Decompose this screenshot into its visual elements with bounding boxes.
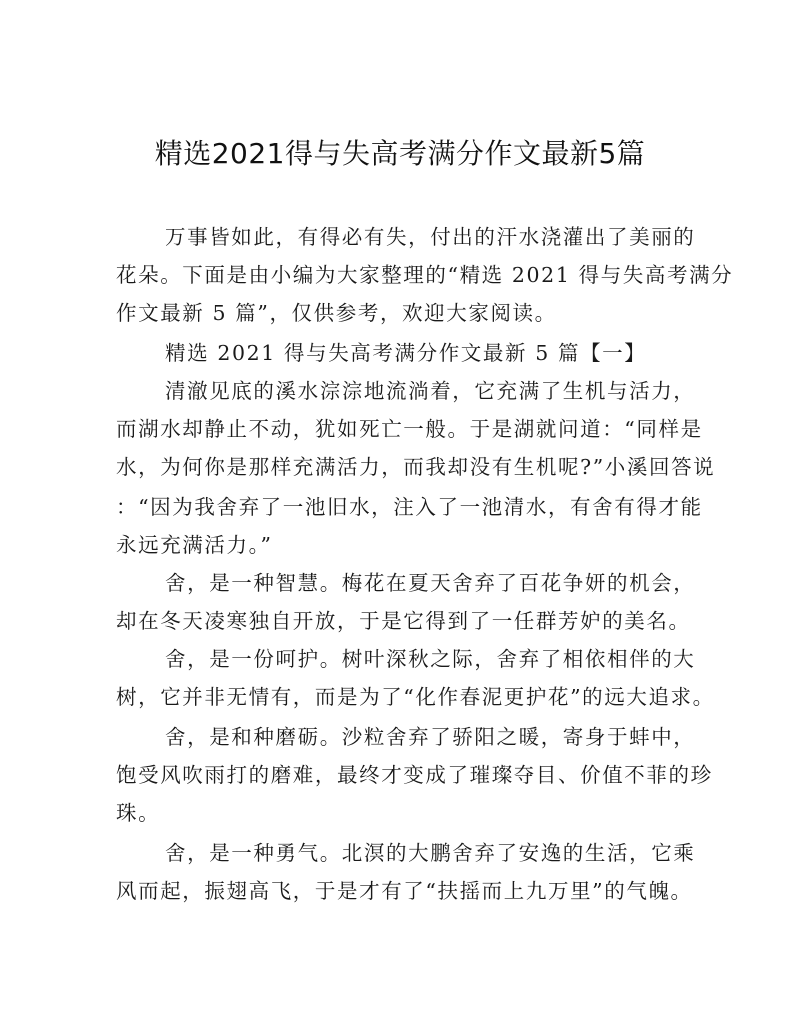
body-line: ：“因为我舍弃了一池旧水，注入了一池清水，有舍有得才能 bbox=[116, 495, 703, 519]
body-line: 舍，是一份呵护。树叶深秋之际，舍弃了相依相伴的大 bbox=[165, 647, 696, 671]
body-line: 舍，是和种磨砺。沙粒舍弃了骄阳之暖，寄身于蚌中， bbox=[165, 725, 696, 749]
body-line: 花朵。下面是由小编为大家整理的“精选 2021 得与失高考满分 bbox=[116, 263, 734, 287]
body-line: 清澈见底的溪水淙淙地流淌着，它充满了生机与活力， bbox=[165, 379, 696, 403]
body-line: 饱受风吹雨打的磨难，最终才变成了璀璨夺目、价值不菲的珍 bbox=[116, 763, 713, 787]
page-title: 精选2021得与失高考满分作文最新5篇 bbox=[154, 137, 646, 170]
section-heading: 精选 2021 得与失高考满分作文最新 5 篇【一】 bbox=[165, 341, 647, 365]
body-line: 万事皆如此，有得必有失，付出的汗水浇灌出了美丽的 bbox=[165, 225, 696, 249]
body-line: 作文最新 5 篇”，仅供参考，欢迎大家阅读。 bbox=[116, 301, 557, 325]
body-line: 珠。 bbox=[116, 801, 161, 825]
body-line: 却在冬天凌寒独自开放，于是它得到了一任群芳妒的美名。 bbox=[116, 609, 691, 633]
body-line: 舍，是一种勇气。北溟的大鹏舍弃了安逸的生活，它乘 bbox=[165, 841, 696, 865]
body-line: 而湖水却静止不动，犹如死亡一般。于是湖就问道：“同样是 bbox=[116, 417, 703, 441]
body-line: 风而起，振翅高飞，于是才有了“扶摇而上九万里”的气魄。 bbox=[116, 879, 693, 903]
body-line: 树，它并非无情有，而是为了“化作春泥更护花”的远大追求。 bbox=[116, 685, 715, 709]
body-line: 水，为何你是那样充满活力，而我却没有生机呢?”小溪回答说 bbox=[116, 455, 716, 479]
body-line: 舍，是一种智慧。梅花在夏天舍弃了百花争妍的机会， bbox=[165, 571, 696, 595]
body-line: 永远充满活力。” bbox=[116, 533, 273, 557]
